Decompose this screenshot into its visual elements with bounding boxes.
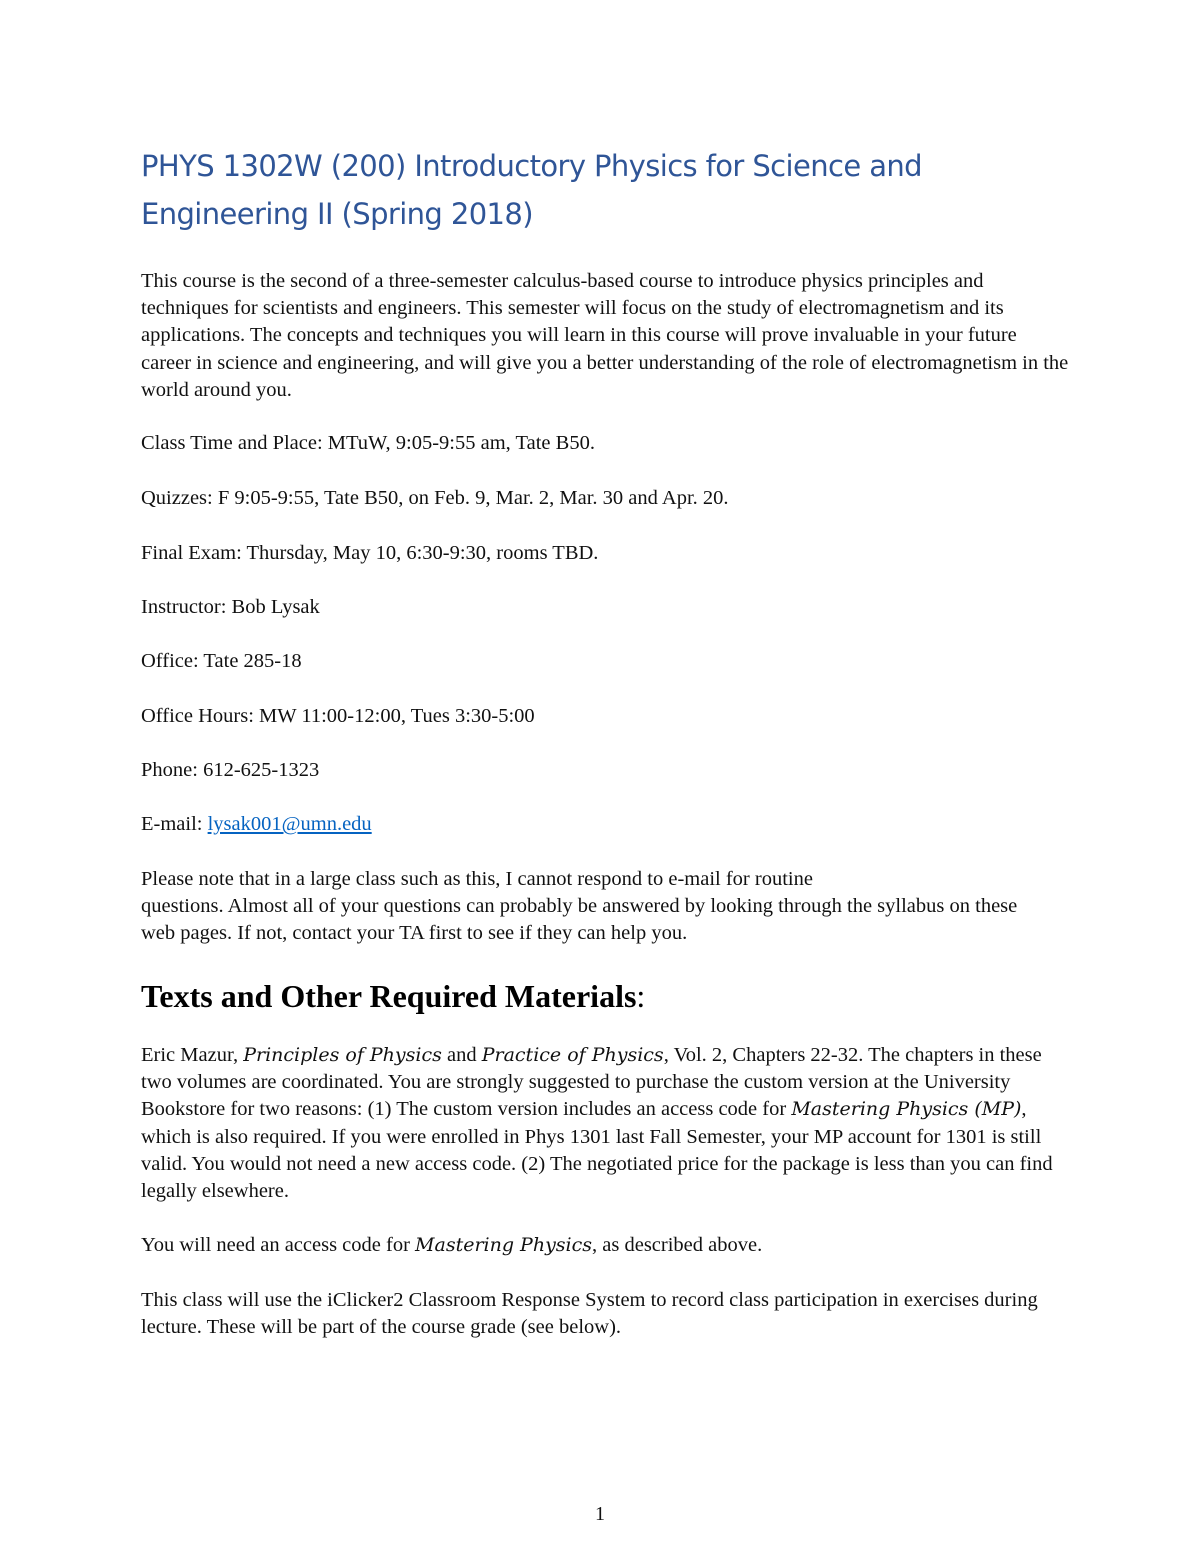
course-description: This course is the second of a three-semester calculus-based course to introduce physics principles and techniques for scientists and engineers. This semester will focus on the study of electromagnetism and its applications. The concepts and techniques you will learn in this course will prove invaluable in your future career in science and engineering, and will give you a better understanding of the role of electromagnetism in the world around you.	[141, 270, 1069, 401]
class-time-place: Class Time and Place: MTuW, 9:05-9:55 am, Tate B50.	[141, 432, 595, 454]
note-line-1: Please note that in a large class such as this, I cannot respond to e-mail for routine	[141, 868, 813, 890]
textbook-title-principles: Principles of Physics	[243, 1044, 442, 1066]
email-line	[141, 811, 1071, 838]
email-label: E-mail:	[141, 813, 208, 835]
textbook-text-4: , which is also required. If you were enrolled in Phys 1301 last Fall Semester, your MP account for 1301 is still valid. You would not need a new access code. (2) The negotiated price for the package is less than you can find legally elsewhere.	[141, 1098, 1053, 1203]
office-location: Office: Tate 285-18	[141, 650, 302, 672]
page-title	[141, 142, 1041, 238]
title-line-1: PHYS 1302W (200) Introductory Physics for Science and	[141, 149, 922, 183]
textbook-text-3: , Vol. 2, Chapters 22-32. The chapters in these two volumes are coordinated. You are strongly suggested to purchase the custom version at the University Bookstore for two reasons: (1) The custom version includes an access code for	[141, 1044, 1042, 1121]
mastering-physics-title: Mastering Physics	[415, 1234, 593, 1256]
note-line-2: questions. Almost all of your questions can probably be answered by looking through the syllabus on these web pages. If not, contact your TA first to see if they can help you.	[141, 895, 1018, 945]
office-hours: Office Hours: MW 11:00-12:00, Tues 3:30-5:00	[141, 705, 535, 727]
email-link[interactable]: lysak001@umn.edu	[207, 813, 372, 835]
quiz-schedule: Quizzes: F 9:05-9:55, Tate B50, on Feb. 9, Mar. 2, Mar. 30 and Apr. 20.	[141, 487, 729, 509]
access-text-2: , as described above.	[592, 1234, 763, 1256]
access-code-paragraph	[141, 1232, 1071, 1259]
access-text-1: You will need an access code for	[141, 1234, 416, 1256]
textbook-text-2: and	[441, 1044, 482, 1066]
mastering-physics-mp: Mastering Physics (MP)	[791, 1098, 1022, 1121]
textbook-text-1: Eric Mazur,	[141, 1044, 244, 1066]
title-line-2: Engineering II (Spring 2018)	[141, 197, 533, 231]
materials-heading	[141, 976, 645, 1016]
iclicker-paragraph: This class will use the iClicker2 Classroom Response System to record class participation in exercises during lecture. These will be part of the course grade (see below).	[141, 1289, 1038, 1339]
phone-number: Phone: 612-625-1323	[141, 759, 320, 781]
email-policy-note	[141, 866, 1041, 948]
materials-heading-text: Texts and Other Required Materials	[141, 978, 637, 1014]
page-number: 1	[595, 1503, 605, 1525]
final-exam-info: Final Exam: Thursday, May 10, 6:30-9:30, rooms TBD.	[141, 542, 599, 564]
materials-heading-colon: :	[636, 978, 646, 1014]
textbook-paragraph	[141, 1042, 1071, 1205]
instructor-name: Instructor: Bob Lysak	[141, 596, 320, 618]
textbook-title-practice: Practice of Physics	[481, 1044, 664, 1066]
